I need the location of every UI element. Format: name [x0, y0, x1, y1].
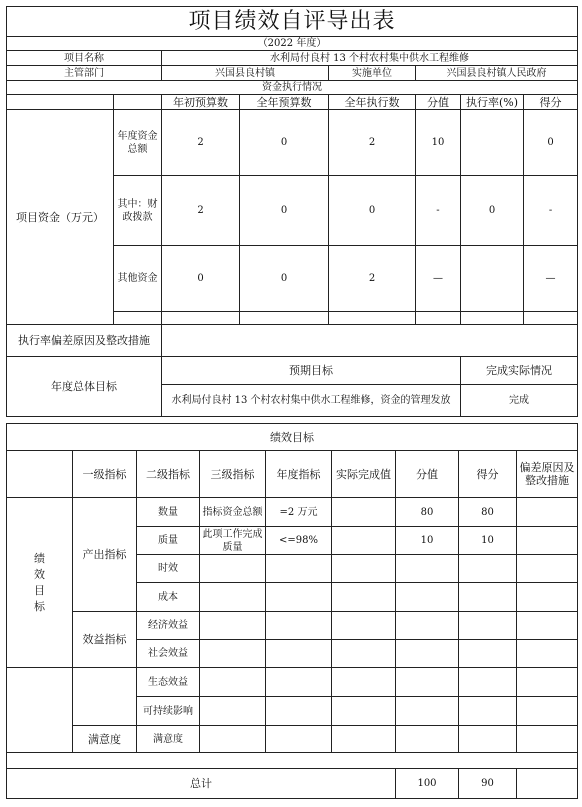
got-cell	[459, 555, 517, 583]
target-cell	[266, 583, 332, 612]
dev-cell	[517, 668, 578, 697]
fund-header: 全年预算数	[240, 95, 329, 110]
score-cell: 10	[396, 527, 459, 555]
dev-cell	[517, 697, 578, 726]
fund-header: 得分	[524, 95, 578, 110]
total-label: 总计	[7, 769, 396, 799]
year-label: （2022 年度）	[7, 37, 578, 51]
got-cell: 10	[459, 527, 517, 555]
actual-cell	[332, 612, 396, 640]
perf-header: 二级指标	[137, 451, 200, 498]
total-got: 90	[459, 769, 517, 799]
l2-cell: 经济效益	[137, 612, 200, 640]
dev-cell	[517, 640, 578, 668]
l2-cell: 成本	[137, 583, 200, 612]
dev-cell	[517, 583, 578, 612]
blank-cell	[7, 451, 73, 498]
got-cell	[459, 726, 517, 753]
actual-cell	[332, 583, 396, 612]
dev-cell	[517, 555, 578, 583]
blank-cell	[73, 668, 137, 726]
actual-value: 完成	[461, 385, 578, 417]
dev-cell	[517, 726, 578, 753]
dev-cell	[517, 527, 578, 555]
score-cell	[396, 668, 459, 697]
target-cell: =2 万元	[266, 498, 332, 527]
l3-cell	[200, 555, 266, 583]
fund-header: 年初预算数	[162, 95, 240, 110]
blank-cell	[517, 769, 578, 799]
score-cell	[396, 612, 459, 640]
fund-cell: —	[416, 246, 461, 312]
fund-cell: 10	[416, 110, 461, 176]
fund-cell: —	[524, 246, 578, 312]
l3-cell	[200, 583, 266, 612]
got-cell: 80	[459, 498, 517, 527]
dept-label: 主管部门	[7, 66, 162, 81]
blank-cell	[240, 312, 329, 325]
got-cell	[459, 640, 517, 668]
actual-cell	[332, 726, 396, 753]
blank-cell	[114, 312, 162, 325]
perf-header: 一级指标	[73, 451, 137, 498]
fund-cell	[461, 110, 524, 176]
got-cell	[459, 668, 517, 697]
blank-cell	[7, 95, 114, 110]
l2-cell: 可持续影响	[137, 697, 200, 726]
score-cell	[396, 697, 459, 726]
fund-cell: 0	[461, 176, 524, 246]
fund-header: 分值	[416, 95, 461, 110]
fund-cell: -	[524, 176, 578, 246]
l3-cell	[200, 726, 266, 753]
l3-cell: 指标资金总额	[200, 498, 266, 527]
perf-header: 实际完成值	[332, 451, 396, 498]
fund-cell: 2	[329, 110, 416, 176]
l3-cell	[200, 612, 266, 640]
actual-label: 完成实际情况	[461, 357, 578, 385]
perf-header: 得分	[459, 451, 517, 498]
blank-cell	[7, 668, 73, 753]
target-cell	[266, 555, 332, 583]
blank-cell	[329, 312, 416, 325]
target-cell	[266, 697, 332, 726]
expected-goal-value: 水利局付良村 13 个村农村集中供水工程维修，资金的管理发放	[162, 385, 461, 417]
score-cell: 80	[396, 498, 459, 527]
blank-cell	[461, 312, 524, 325]
score-cell	[396, 726, 459, 753]
total-score: 100	[396, 769, 459, 799]
perf-header: 年度指标	[266, 451, 332, 498]
impl-label: 实施单位	[329, 66, 416, 81]
target-cell	[266, 612, 332, 640]
perf-header: 偏差原因及整改措施	[517, 451, 578, 498]
expected-goal-label: 预期目标	[162, 357, 461, 385]
fund-cell	[461, 246, 524, 312]
fund-cell: 0	[240, 110, 329, 176]
got-cell	[459, 583, 517, 612]
fund-row-label: 其中：财政拨款	[114, 176, 162, 246]
l3-cell	[200, 668, 266, 697]
deviation-label: 执行率偏差原因及整改措施	[7, 325, 162, 357]
blank-cell	[162, 312, 240, 325]
target-cell	[266, 640, 332, 668]
fund-cell: 2	[162, 176, 240, 246]
blank-cell	[524, 312, 578, 325]
blank-cell	[114, 95, 162, 110]
fund-cell: 0	[162, 246, 240, 312]
annual-goal-label: 年度总体目标	[7, 357, 162, 417]
fund-header: 执行率(%)	[461, 95, 524, 110]
perf-title: 绩效目标	[7, 424, 578, 451]
l2-cell: 数量	[137, 498, 200, 527]
output-label: 产出指标	[73, 498, 137, 612]
target-cell: <=98%	[266, 527, 332, 555]
target-cell	[266, 668, 332, 697]
score-cell	[396, 640, 459, 668]
fund-table	[6, 36, 578, 417]
perf-label-text: 绩效目标	[34, 551, 45, 613]
got-cell	[459, 612, 517, 640]
fund-row-label: 其他资金	[114, 246, 162, 312]
blank-cell	[416, 312, 461, 325]
blank-cell	[7, 753, 578, 769]
fund-cell: 0	[240, 176, 329, 246]
impl-value: 兴国县良村镇人民政府	[416, 66, 578, 81]
fund-row-label: 年度资金总额	[114, 110, 162, 176]
l2-cell: 时效	[137, 555, 200, 583]
actual-cell	[332, 555, 396, 583]
dev-cell	[517, 498, 578, 527]
dev-cell	[517, 612, 578, 640]
l2-cell: 满意度	[137, 726, 200, 753]
l2-cell: 生态效益	[137, 668, 200, 697]
l3-cell	[200, 640, 266, 668]
score-cell	[396, 583, 459, 612]
form-title: 项目绩效自评导出表	[6, 6, 578, 37]
benefit-label: 效益指标	[73, 612, 137, 668]
target-cell	[266, 726, 332, 753]
fund-cell: -	[416, 176, 461, 246]
fund-label: 项目资金（万元）	[7, 110, 114, 325]
l3-cell: 此项工作完成质量	[200, 527, 266, 555]
fund-header: 全年执行数	[329, 95, 416, 110]
got-cell	[459, 697, 517, 726]
fund-exec-title: 资金执行情况	[7, 81, 578, 95]
dept-value: 兴国县良村镇	[162, 66, 329, 81]
actual-cell	[332, 498, 396, 527]
performance-table	[6, 423, 578, 799]
actual-cell	[332, 640, 396, 668]
fund-cell: 2	[329, 246, 416, 312]
l3-cell	[200, 697, 266, 726]
perf-header: 三级指标	[200, 451, 266, 498]
l2-cell: 质量	[137, 527, 200, 555]
actual-cell	[332, 697, 396, 726]
fund-cell: 0	[240, 246, 329, 312]
satisfaction-label: 满意度	[73, 726, 137, 753]
deviation-value	[162, 325, 578, 357]
project-name-label: 项目名称	[7, 51, 162, 66]
score-cell	[396, 555, 459, 583]
actual-cell	[332, 668, 396, 697]
l2-cell: 社会效益	[137, 640, 200, 668]
fund-cell: 0	[329, 176, 416, 246]
perf-vertical-label	[7, 498, 73, 668]
actual-cell	[332, 527, 396, 555]
project-name: 水利局付良村 13 个村农村集中供水工程维修	[162, 51, 578, 66]
perf-header: 分值	[396, 451, 459, 498]
fund-cell: 0	[524, 110, 578, 176]
fund-cell: 2	[162, 110, 240, 176]
